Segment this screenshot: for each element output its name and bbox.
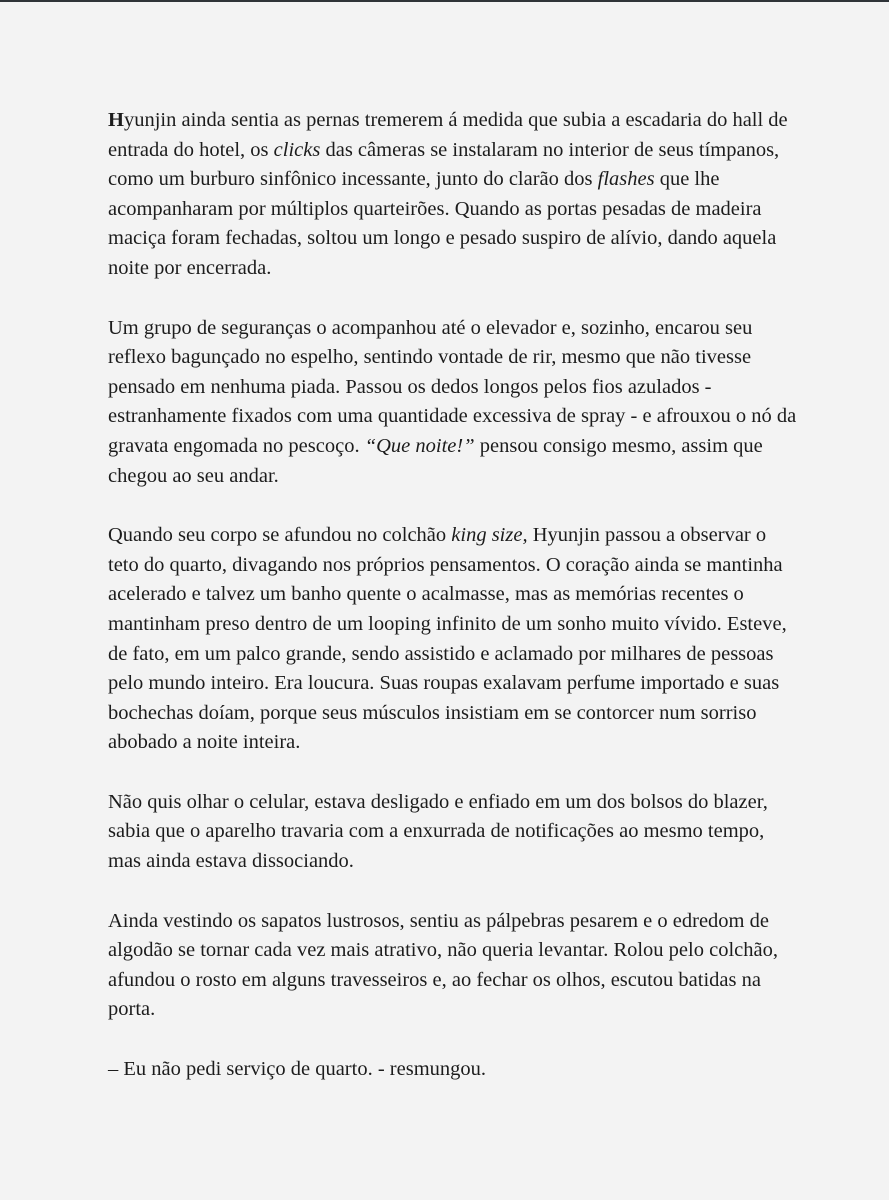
italic-quote-que-noite: “Que noite!” <box>364 434 475 457</box>
paragraph-1 <box>108 106 798 284</box>
italic-word-clicks: clicks <box>273 138 321 161</box>
text-segment: Ainda vestindo os sapatos lustrosos, sentiu as pálpebras pesarem e o edredom de algodão se tornar cada vez mais atrativo, não queria levantar. Rolou pelo colchão, afundou o rosto em alguns travesseiros e, ao fechar os olhos, escutou batidas na porta. <box>108 909 778 1021</box>
dialogue-line: – Eu não pedi serviço de quarto. - resmungou. <box>108 1058 487 1081</box>
text-segment: Hyunjin passou a observar o teto do quarto, divagando nos próprios pensamentos. O coração ainda se mantinha acelerado e talvez um banho quente o acalmasse, mas as memórias recentes o mantinham preso dentro de um looping infinito de um sonho muito vívido. Esteve, de fato, em um palco grande, sendo assistido e aclamado por milhares de pessoas pelo mundo inteiro. Era loucura. Suas roupas exalavam perfume importado e suas bochechas doíam, porque seus músculos insistiam em se contorcer num sorriso abobado a noite inteira. <box>108 524 787 754</box>
text-segment: Um grupo de seguranças o acompanhou até o elevador e, sozinho, encarou seu reflexo bagunçado no espelho, sentindo vontade de rir, mesmo que não tivesse pensado em nenhuma piada. Passou os dedos longos pelos fios azulados - estranhamente fixados com uma quantidade excessiva de spray - e afrouxou o nó da gravata engomada no pescoço. <box>108 316 797 457</box>
paragraph-6-dialogue <box>108 1055 798 1085</box>
paragraph-5 <box>108 907 798 1025</box>
text-segment: das câmeras se instalaram no interior de seus tímpanos, como um burburo sinfônico incessante, junto do clarão dos <box>108 138 780 191</box>
paragraph-2 <box>108 314 798 492</box>
italic-word-flashes: flashes <box>597 168 655 191</box>
document-body <box>108 106 798 1115</box>
paragraph-4 <box>108 788 798 877</box>
text-segment: Não quis olhar o celular, estava desligado e enfiado em um dos bolsos do blazer, sabia que o aparelho travaria com a enxurrada de notificações ao mesmo tempo, mas ainda estava dissociando. <box>108 790 768 873</box>
text-segment: Quando seu corpo se afundou no colchão <box>108 524 452 547</box>
paragraph-3 <box>108 521 798 758</box>
text-segment: que lhe acompanharam por múltiplos quarteirões. Quando as portas pesadas de madeira maciça foram fechadas, soltou um longo e pesado suspiro de alívio, dando aquela noite por encerrada. <box>108 168 777 279</box>
drop-cap-letter: H <box>108 109 124 131</box>
text-segment: yunjin ainda sentia as pernas tremerem á medida que subia a escadaria do hall de entrada do hotel, os <box>108 109 788 161</box>
top-border-line <box>0 0 889 2</box>
italic-word-king-size: king size, <box>451 524 528 547</box>
text-segment: pensou consigo mesmo, assim que chegou ao seu andar. <box>108 434 763 487</box>
